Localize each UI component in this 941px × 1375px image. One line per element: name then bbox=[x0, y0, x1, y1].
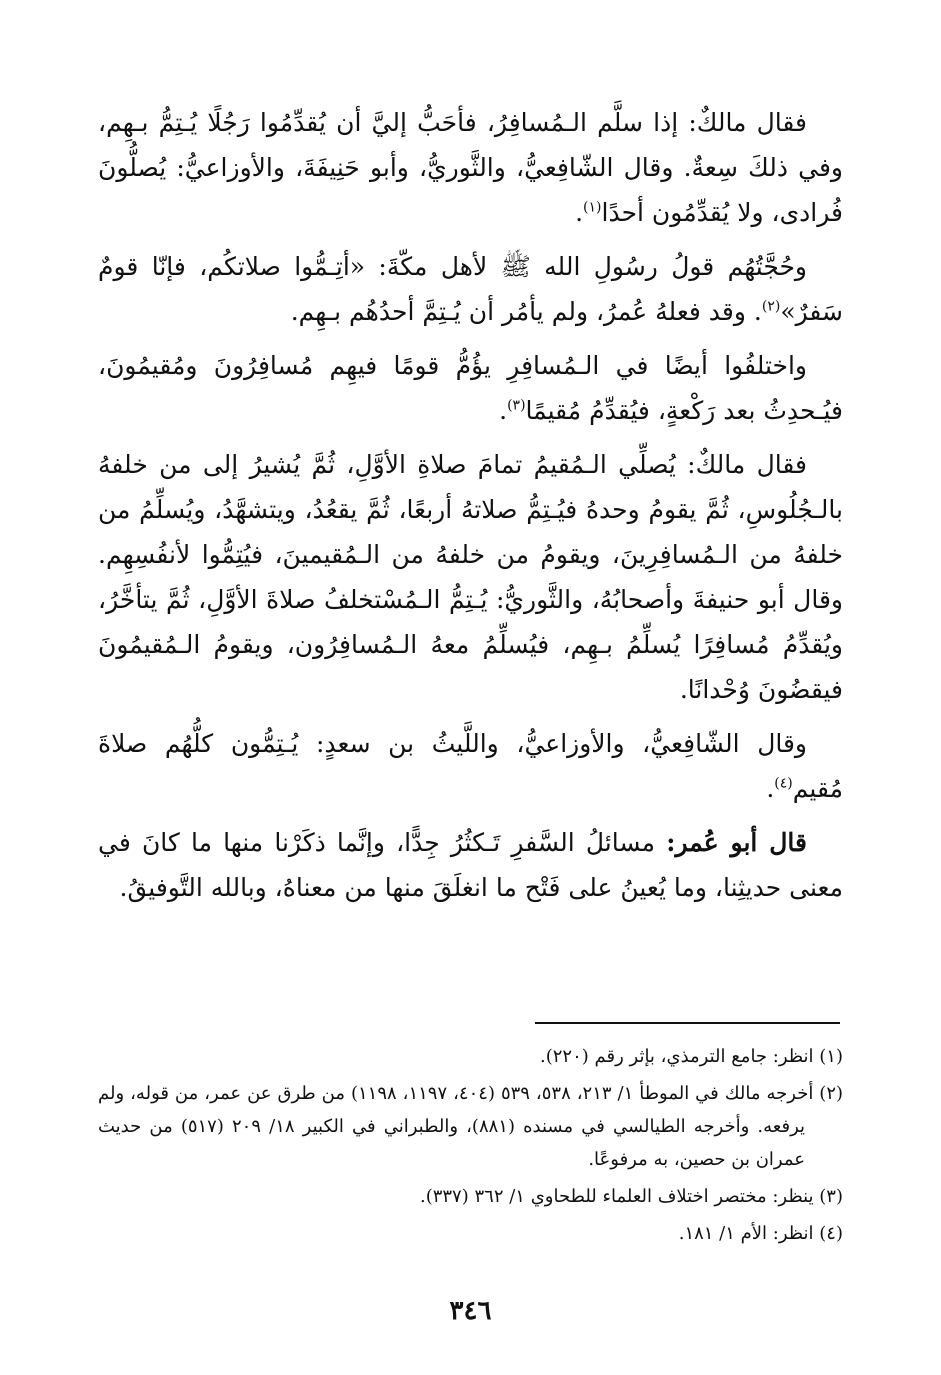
paragraph-6-lead: قال أبو عُمر: bbox=[666, 828, 807, 857]
paragraph-4 bbox=[98, 442, 843, 712]
paragraph-4-text: فقال مالكٌ: يُصلِّي الـمُقيمُ تمامَ صلاةِ الأوَّلِ، ثُمَّ يُشيرُ إلى من خلفهُ بالـجُلُوسِ، ثُمَّ يقومُ وحدهُ فيُـتِمُّ صلاتهُ أربعًا، ثُمَّ يقعُدُ، ويتشهَّدُ، ويُسلِّمُ من خلفهُ من الـمُسافِرِينَ، ويقومُ من خلفهُ من الـمُقيمينَ، فيُتِمُّوا لأنفُسِهِم. وقال أبو حنيفةَ وأصحابُهُ، والثَّوريُّ: يُـتِمُّ الـمُسْتخلفُ صلاةَ الأوَّلِ، ثُمَّ يتأخَّرُ، ويُقدِّمُ مُسافِرًا يُسلِّمُ بـهِم، فيُسلِّمُ معهُ الـمُسافِرُون، ويقومُ الـمُقيمُونَ فيقضُونَ وُحْدانًا. bbox=[98, 450, 843, 704]
footnote-divider bbox=[535, 1022, 840, 1024]
paragraph-5-end: . bbox=[766, 774, 775, 803]
paragraph-2-end: . وقد فعلهُ عُمرُ، ولم يأمُر أن يُـتِمَّ أحدُهُم بـهِم. bbox=[290, 297, 762, 326]
paragraph-1-end: . bbox=[575, 198, 584, 227]
paragraph-2-text: وحُجَّتُهُم قولُ رسُولِ الله ﷺ لأهل مكّةَ: «أتِـمُّوا صلاتكُم، فإنّا قومٌ سَفرٌ» bbox=[98, 252, 843, 326]
paragraph-2 bbox=[98, 244, 843, 334]
paragraph-3 bbox=[98, 343, 843, 433]
paragraph-5-text: وقال الشّافِعيُّ، والأوزاعيُّ، واللَّيثُ بن سعدٍ: يُـتِمُّون كلُّهُم صلاةَ مُقيم bbox=[98, 729, 843, 803]
footnote-ref-4[interactable]: (٤) bbox=[774, 775, 793, 792]
paragraph-1 bbox=[98, 100, 843, 235]
paragraph-3-end: . bbox=[499, 396, 508, 425]
page-number: ٣٤٦ bbox=[449, 1296, 492, 1326]
paragraph-3-text: واختلفُوا أيضًا في الـمُسافِرِ يؤُمُّ قومًا فيهِم مُسافِرُونَ ومُقيمُونَ، فيُـحدِثُ بعد رَكْعةٍ، فيُقدِّمُ مُقيمًا bbox=[98, 351, 843, 425]
footnote-4: (٤) انظر: الأم ١/ ١٨١. bbox=[678, 1223, 843, 1244]
paragraph-1-text: فقال مالكٌ: إذا سلَّم الـمُسافِرُ، فأحَبُّ إليَّ أن يُقدِّمُوا رَجُلًا يُـتِمُّ بـهِم، وفي ذلكَ سِعةٌ. وقال الشّافِعيُّ، والثَّوريُّ، وأبو حَنِيفَةَ، والأوزاعيُّ: يُصلُّونَ فُرادى، ولا يُقدِّمُون أحدًا bbox=[98, 108, 843, 227]
main-text bbox=[98, 100, 843, 919]
paragraph-6 bbox=[98, 820, 843, 910]
footnote-3: (٣) ينظر: مختصر اختلاف العلماء للطحاوي ١/ ٣٦٢ (٣٣٧). bbox=[419, 1186, 843, 1207]
footnote-ref-2[interactable]: (٢) bbox=[761, 298, 781, 315]
footnote-2: (٢) أخرجه مالك في الموطأ ١/ ٢١٣، ٥٣٨، ٥٣٩ (٤٠٤، ١١٩٧، ١١٩٨) من طرق عن عمر، من قوله، ولم يرفعه. وأخرجه الطيالسي في مسنده (٨٨١)، والطبراني في الكبير ١٨/ ٢٠٩ (٥١٧) من حديث عمران بن حصين، به مرفوعًا. bbox=[98, 1083, 844, 1170]
footnote-1: (١) انظر: جامع الترمذي، بإثر رقم (٢٢٠). bbox=[540, 1046, 843, 1067]
footnote-ref-3[interactable]: (٣) bbox=[507, 397, 526, 414]
paragraph-6-text: مسائلُ السَّفرِ تَـكثُرُ جِدًّا، وإنَّما ذكَرْنا منها ما كانَ في معنى حديثِنا، وما يُعينُ على فَتْح ما انغلَقَ منها من معناهُ، وبالله التَّوفيقُ. bbox=[98, 828, 843, 902]
footnotes bbox=[98, 1040, 843, 1254]
paragraph-5 bbox=[98, 721, 843, 811]
footnote-ref-1[interactable]: (١) bbox=[583, 199, 602, 216]
